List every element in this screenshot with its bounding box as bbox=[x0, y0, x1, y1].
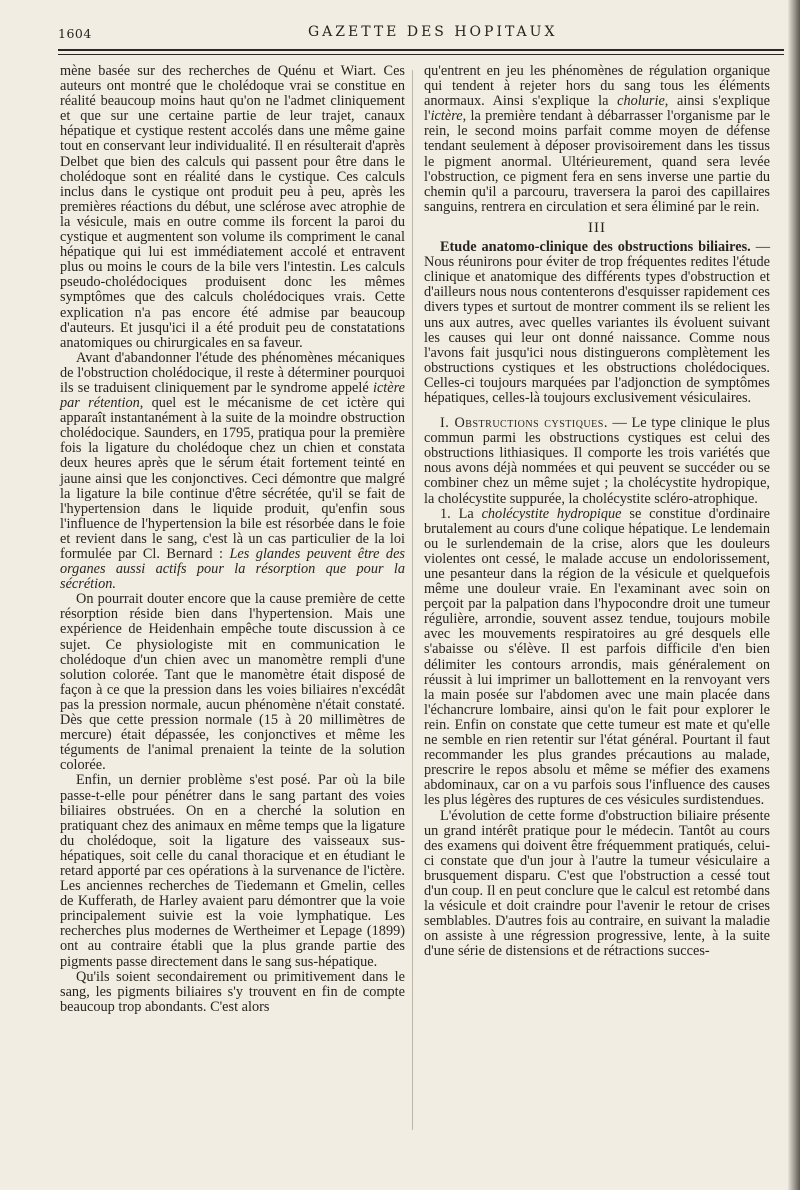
text-run: , ainsi s'explique l' bbox=[424, 93, 770, 125]
paragraph bbox=[424, 507, 770, 809]
right-column bbox=[424, 64, 770, 959]
paragraph: Qu'ils soient secondairement ou primitivement dans le sang, les pigments biliaires s'y trouvent en fin de compte beaucoup trop abondants. C'est alors bbox=[60, 968, 405, 1015]
text-run: 1. La bbox=[440, 505, 482, 522]
subsection-label: I. Obstructions cystiques. bbox=[440, 415, 608, 432]
text-run: se constitue d'ordinaire brutalement au cours d'une colique hépatique. Le lendemain ou le surlendemain de la crise, alors que les douleurs violentes ont cessé, le malade accuse un endolorissement, une pesanteur dans la région de la vésicule et quelquefois même une douleur vraie. En l'examinant avec soin on perçoit par la palpation dans l'hypocondre droit une tumeur régulière, arrondie, souvent assez tendue, toujours mobile avec les mouvements respiratoires au gré desquels elle s'abaisse ou s'élève. Il est parfois difficile d'en bien délimiter les contours arrondis, mais généralement on réussit à lui imprimer un ballottement en la renvoyant vers la main posée sur l'abdomen avec une main placée dans l'échancrure lombaire, ainsi qu'on le fait pour explorer le rein. Enfin on constate que cette tumeur est mate et qu'elle ne semble en rien retentir sur l'état général. Pourtant il faut recommander les plus grandes précautions au malade, prescrire le repos absolu et même se méfier des examens abdominaux, car on a vu parfois sous l'influence des causes les plus légères des ruptures de ces vésicules surdistendues. bbox=[424, 505, 771, 809]
paragraph bbox=[60, 351, 405, 593]
paragraph: L'évolution de cette forme d'obstruction biliaire présente un grand intérêt pratique pour le médecin. Tantôt au cours des examens qui doivent être fréquemment pratiqués, celui-ci constate que d'un jour à l'autre la tumeur vésiculaire a brusquement disparu. C'est que l'obstruction a cessé tout d'un coup. Il en peut conclure que le calcul est retombé dans la vésicule et doit craindre pour l'avenir le retour de crises semblables. D'autres fois au contraire, en suivant la maladie on assiste à une régression progressive, lente, à la suite d'une série de distensions et de rétractions succes- bbox=[424, 807, 770, 960]
italic-term: cholurie bbox=[617, 93, 665, 110]
column-divider bbox=[412, 70, 413, 1130]
paragraph bbox=[424, 64, 770, 215]
text-run: Avant d'abandonner l'étude des phénomènes mécaniques de l'obstruction cholédocique, il reste à déterminer pourquoi ils se traduisent cliniquement par le syndrome appelé bbox=[60, 349, 405, 396]
italic-term: ictère par rétention bbox=[60, 379, 405, 412]
header-rule-thick bbox=[58, 49, 784, 51]
section-heading: Etude anatomo-clinique des obstructions biliaires. bbox=[440, 239, 751, 256]
page-number: 1604 bbox=[58, 26, 92, 41]
page-edge-shadow bbox=[788, 0, 800, 1190]
left-column bbox=[60, 64, 405, 1015]
text-run: — Le type clinique le plus commun parmi les obstructions cystiques est celui des obstructions lithiasiques. Il comporte les trois variétés que nous avons déjà nommées et qui peuvent se succéder ou se combiner chez un même sujet ; la cholécystite hydropique, la cholécystite suppurée, la cholécystite scléro-atrophique. bbox=[424, 415, 770, 507]
paragraph: mène basée sur des recherches de Quénu et Wiart. Ces auteurs ont montré que le cholédoque vrai se constitue en réalité beaucoup moins haut qu'on ne l'admet cliniquement et que sur une certaine partie de leur trajet, canaux hépatique et cystique restent accolés dans une même gaine tout en conservant leur individualité. Il en résulterait d'après Delbet que bien des calculs qui passent pour être dans le cholédoque sont en réalité dans le cystique. Ces calculs inclus dans le cystique ont produit peu à peu, après les premières réactions du début, une sclérose avec atrophie de la vésicule, mais en outre comme ils forcent la paroi du cystique et augmentent son volume ils compriment le canal hépatique qui lui est immédiatement accolé et entravent plus ou moins le cours de la bile vers l'intestin. Les calculs pseudo-cholédociques produisent donc les mêmes symptômes que des calculs cholédociques vrais. Cette explication n'a pas encore été admise par beaucoup d'auteurs. Et jusqu'ici il a été produit peu de constatations anatomiques ou chirurgicales en sa faveur. bbox=[60, 63, 405, 351]
section-number: III bbox=[588, 219, 606, 236]
page-header bbox=[58, 20, 788, 46]
paragraph bbox=[424, 416, 770, 507]
text-run: , la première tendant à débarrasser l'organisme par le rein, le second moins parfait comme moyen de défense tendant seulement à déposer provisoirement dans les tissus le pigment anormal. Ultérieurement, quand sera levée l'obstruction, ce pigment fera en sens inverse une partie du chemin qu'il a parcouru, traversera la paroi des capillaires sanguins, rentrera en circulation et sera éliminé par le rein. bbox=[424, 108, 770, 215]
paragraph bbox=[424, 240, 770, 406]
text-run: — Nous réunirons pour éviter de trop fréquentes redites l'étude clinique et anatomique des différents types d'obstruction et d'ailleurs nous nous contenterons d'esquisser rapidement ces divers types et surtout de montrer comment ils se relient les uns aux autres, avec quelles variantes ils évoluent suivant les causes qui leur ont donné naissance. Comme nous l'avons fait jusqu'ici nous distinguerons complètement les obstructions cystiques et les obstructions cholédociques. Celles-ci toujours marquées par l'adjonction de symptômes hépatiques, celles-là toujours exclusivement vésiculaires. bbox=[424, 239, 770, 406]
italic-term: ictère bbox=[430, 108, 463, 125]
text-run: , quel est le mécanisme de cet ictère qui apparaît instantanément à la suite de la moindre obstruction cholédocique. Saunders, en 1795, pratiqua pour la première fois la ligature du cholédoque chez un chien et constata deux heures après que le sérum était fortement teinté en jaune ainsi que les conjonctives. Ceci démontre que malgré la ligature la bile continue d'être sécrétée, qu'il se fait de l'hypertension dans le liquide produit, qu'enfin sous l'influence de l'hypertension la bile est résorbée dans le foie et revient dans le sang, c'est là un cas particulier de la loi formulée par Cl. Bernard : bbox=[60, 395, 405, 562]
italic-term: cholécystite hydropique bbox=[481, 505, 622, 522]
text-run: qu'entrent en jeu les phénomènes de régulation organique qui tendent à rejeter hors du sang tous les éléments anormaux. Ainsi s'explique la bbox=[424, 63, 770, 110]
paragraph: On pourrait douter encore que la cause première de cette résorption réside bien dans l'hypertension. Mais une expérience de Heidenhain empêche toute discussion à ce sujet. Ce physiologiste mit en communication le cholédoque d'un chien avec un manomètre rempli d'une solution colorée. Tant que le manomètre était disposé de façon à ce que la pression dans les voies biliaires n'excédât pas la pression normale, aucun phénomène n'était constaté. Dès que cette pression normale (15 à 20 millimètres de mercure) était dépassée, les conjonctives et même les téguments de l'animal prenaient la teinte de la solution colorée. bbox=[60, 591, 405, 774]
journal-title: GAZETTE DES HOPITAUX bbox=[308, 24, 558, 40]
italic-quote: Les glandes peuvent être des organes aussi actifs pour la résorption que pour la sécrétion. bbox=[60, 546, 405, 593]
paragraph: Enfin, un dernier problème s'est posé. Par où la bile passe-t-elle pour pénétrer dans le sang partant des voies biliaires obstruées. On en a cherché la solution en pratiquant chez des animaux en même temps que la ligature du cholédoque, soit la ligature des vaisseaux sus-hépatiques, soit celle du canal thoracique et en étudiant le retard apporté par ces opérations à la survenance de l'ictère. Les anciennes recherches de Tiedemann et Gmelin, celles de Kufferath, de Harley avaient paru démontrer que la voie principalement suivie est la voie lymphatique. Les recherches plus modernes de Wertheimer et Lepage (1899) ont au contraire établi que la plus grande partie des pigments passe directement dans le sang sus-hépatique. bbox=[60, 772, 405, 970]
header-rule-thin bbox=[58, 54, 784, 55]
